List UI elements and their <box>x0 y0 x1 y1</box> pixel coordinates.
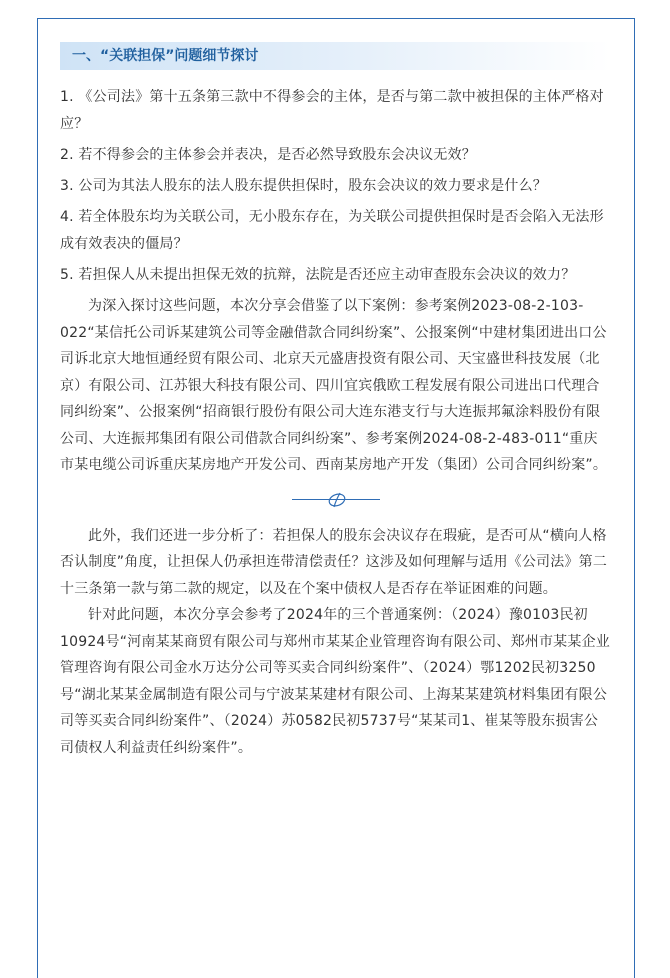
section-divider <box>60 487 610 513</box>
article-content <box>60 42 610 761</box>
case-reference-paragraph: 为深入探讨这些问题，本次分享会借鉴了以下案例：参考案例2023-08-2-103-022“某信托公司诉某建筑公司等金融借款合同纠纷案”、公报案例“中建材集团进出口公司诉北京大地恒通经贸有限公司、北京天元盛唐投资有限公司、天宝盛世科技发展（北京）有限公司、江苏银大科技有限公司、四川宜宾俄欧工程发展有限公司进出口代理合同纠纷案”、公报案例“招商银行股份有限公司大连东港支行与大连振邦氟涂料股份有限公司、大连振邦集团有限公司借款合同纠纷案”、参考案例2024-08-2-483-011“重庆市某电缆公司诉重庆某房地产开发公司、西南某房地产开发（集团）公司合同纠纷案”。 <box>60 298 608 473</box>
question-item: 1. 《公司法》第十五条第三款中不得参会的主体，是否与第二款中被担保的主体严格对应？ <box>60 89 604 132</box>
question-item: 5. 若担保人从未提出担保无效的抗辩，法院是否还应主动审查股东会决议的效力？ <box>60 267 576 283</box>
analysis-paragraph: 此外，我们还进一步分析了：若担保人的股东会决议存在瑕疵，是否可从“横向人格否认制度”角度，让担保人仍承担连带清偿责任？这涉及如何理解与适用《公司法》第二十三条第一款与第二款的规定，以及在个案中债权人是否存在举证困难的问题。 <box>60 527 608 597</box>
flourish-divider-icon <box>326 491 348 509</box>
case-list-paragraph: 针对此问题，本次分享会参考了2024年的三个普通案例：（2024）豫0103民初10924号“河南某某商贸有限公司与郑州市某某企业管理咨询有限公司、郑州市某某企业管理咨询有限公司金水万达分公司等买卖合同纠纷案件”、（2024）鄂1202民初3250号“湖北某某金属制造有限公司与宁波某某建材有限公司、上海某某建筑材料集团有限公司等买卖合同纠纷案件”、（2024）苏0582民初5737号“某某司1、崔某等股东损害公司债权人利益责任纠纷案件”。 <box>60 607 610 756</box>
section-header <box>60 42 610 70</box>
section-title: 一、“关联担保”问题细节探讨 <box>72 48 259 64</box>
question-item: 3. 公司为其法人股东的法人股东提供担保时，股东会决议的效力要求是什么？ <box>60 178 548 194</box>
question-item: 4. 若全体股东均为关联公司，无小股东存在，为关联公司提供担保时是否会陷入无法形成有效表决的僵局？ <box>60 209 604 252</box>
question-item: 2. 若不得参会的主体参会并表决，是否必然导致股东会决议无效？ <box>60 147 477 163</box>
